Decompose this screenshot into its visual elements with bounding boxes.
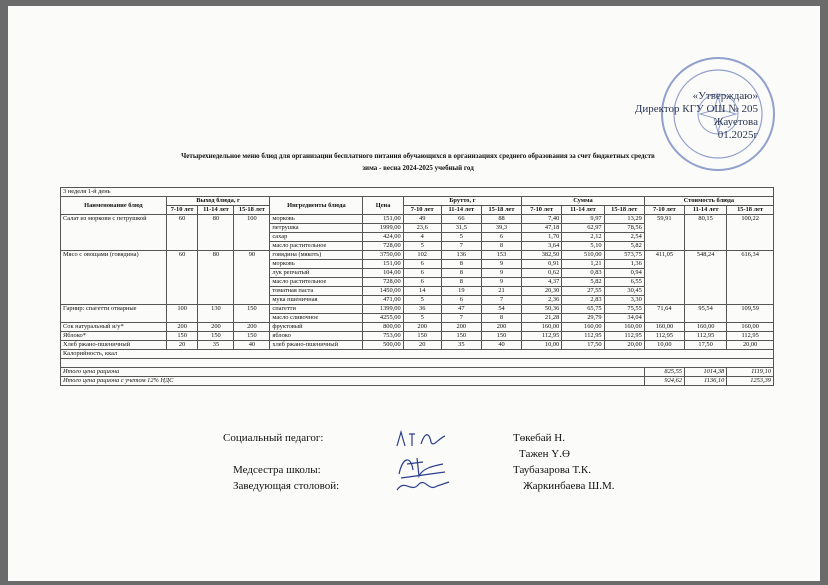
- age-header: 11-14 лет: [441, 206, 481, 215]
- total-label: Итого цена рациона: [61, 368, 645, 377]
- brutto-value: 8: [441, 278, 481, 287]
- total-row: [61, 368, 774, 377]
- signature-name: Төкебай Н.: [513, 432, 565, 444]
- brutto-value: 9: [481, 260, 521, 269]
- dish-cost: 59,91: [644, 215, 684, 251]
- dish-output: 150: [166, 332, 198, 341]
- sum-value: 160,00: [604, 323, 644, 332]
- ingredient-name: говядина (мякоть): [270, 251, 363, 260]
- sum-value: 3,30: [604, 296, 644, 305]
- brutto-value: 102: [403, 251, 441, 260]
- dish-output: 60: [166, 251, 198, 305]
- brutto-value: 153: [481, 251, 521, 260]
- age-header: 7-10 лет: [403, 206, 441, 215]
- brutto-value: 36: [403, 305, 441, 314]
- dish-output: 200: [166, 323, 198, 332]
- signature-role: Медсестра школы:: [233, 464, 321, 476]
- dish-cost: 17,50: [684, 341, 726, 350]
- age-header: 11-14 лет: [684, 206, 726, 215]
- ingredient-price: 424,00: [363, 233, 403, 242]
- week-row: [61, 188, 774, 197]
- dish-cost: 160,00: [644, 323, 684, 332]
- dish-output: 150: [234, 332, 270, 341]
- ingredient-name: морковь: [270, 260, 363, 269]
- dish-cost: 160,00: [727, 323, 774, 332]
- dish-output: 200: [234, 323, 270, 332]
- ingredient-name: хлеб ржано-пшеничный: [270, 341, 363, 350]
- brutto-value: 150: [403, 332, 441, 341]
- spacer-row: [61, 359, 774, 368]
- sum-value: 112,95: [604, 332, 644, 341]
- dish-cost: 80,15: [684, 215, 726, 251]
- brutto-value: 21: [481, 287, 521, 296]
- ingredient-price: 151,00: [363, 215, 403, 224]
- approval-line: Жауетова: [713, 116, 758, 128]
- dish-output: 80: [198, 251, 234, 305]
- sum-value: 1,36: [604, 260, 644, 269]
- ingredient-price: 151,00: [363, 260, 403, 269]
- dish-name: Салат из моркови с петрушкой: [61, 215, 167, 251]
- sum-value: 160,00: [562, 323, 604, 332]
- header-cost: Стоимость блюда: [644, 197, 773, 206]
- sum-value: 2,54: [604, 233, 644, 242]
- sum-value: 1,21: [562, 260, 604, 269]
- dish-cost: 95,54: [684, 305, 726, 323]
- sum-value: 5,10: [562, 242, 604, 251]
- header-ingredients: Ингредиенты блюда: [270, 197, 363, 215]
- sum-value: 34,04: [604, 314, 644, 323]
- title-line-2: зима - весна 2024-2025 учебный год: [362, 164, 474, 172]
- dish-name: Сок натуральный и/у*: [61, 323, 167, 332]
- brutto-value: 14: [403, 287, 441, 296]
- brutto-value: 19: [441, 287, 481, 296]
- total-value: 1014,38: [684, 368, 726, 377]
- age-header: 7-10 лет: [644, 206, 684, 215]
- header-output: Выход блюда, г: [166, 197, 270, 206]
- table-row: [61, 323, 774, 332]
- ingredient-name: масло растительное: [270, 242, 363, 251]
- dish-cost: 109,59: [727, 305, 774, 323]
- brutto-value: 54: [481, 305, 521, 314]
- ingredient-price: 728,00: [363, 242, 403, 251]
- dish-cost: 160,00: [684, 323, 726, 332]
- table-row: [61, 341, 774, 350]
- brutto-value: 47: [441, 305, 481, 314]
- dish-output: 200: [198, 323, 234, 332]
- dish-cost: 10,00: [644, 341, 684, 350]
- dish-output: 90: [234, 251, 270, 305]
- ingredient-name: яблоко: [270, 332, 363, 341]
- sum-value: 0,94: [604, 269, 644, 278]
- ingredient-name: фруктовый: [270, 323, 363, 332]
- brutto-value: 6: [403, 269, 441, 278]
- sum-value: 382,50: [522, 251, 562, 260]
- age-header: 11-14 лет: [562, 206, 604, 215]
- ingredient-name: томатная паста: [270, 287, 363, 296]
- ingredient-name: масло сливочное: [270, 314, 363, 323]
- signature-row: [223, 432, 693, 448]
- sum-value: 3,64: [522, 242, 562, 251]
- brutto-value: 40: [481, 341, 521, 350]
- dish-cost: 112,95: [727, 332, 774, 341]
- ingredient-price: 1399,00: [363, 305, 403, 314]
- ingredient-price: 1450,00: [363, 287, 403, 296]
- dish-output: 150: [234, 305, 270, 323]
- total-value: 1253,39: [727, 377, 774, 386]
- approval-line: Директор КГУ ОШ № 205: [634, 103, 758, 115]
- total-value: 1136,10: [684, 377, 726, 386]
- brutto-value: 6: [441, 296, 481, 305]
- signature-row: [223, 480, 693, 496]
- total-label: Итого цена рациона с учетом 12% НДС: [61, 377, 645, 386]
- header-brutto: Брутто, г: [403, 197, 521, 206]
- total-value: 825,55: [644, 368, 684, 377]
- age-header: 15-18 лет: [481, 206, 521, 215]
- approval-line: «Утверждаю»: [692, 90, 758, 102]
- document-title: [158, 150, 678, 174]
- dish-name: Хлеб ржано-пшеничный: [61, 341, 167, 350]
- sum-value: 5,82: [562, 278, 604, 287]
- sum-value: 2,36: [522, 296, 562, 305]
- dish-cost: 616,34: [727, 251, 774, 305]
- ingredient-name: масло растительное: [270, 278, 363, 287]
- header-age-row: [61, 206, 774, 215]
- handwritten-signature: [393, 428, 453, 450]
- signature-name: Тажен Ү.Ө: [519, 448, 570, 460]
- brutto-value: 200: [441, 323, 481, 332]
- dish-cost: 411,05: [644, 251, 684, 305]
- ingredient-name: мука пшеничная: [270, 296, 363, 305]
- brutto-value: 8: [481, 242, 521, 251]
- menu-table: [60, 187, 774, 386]
- sum-value: 50,36: [522, 305, 562, 314]
- dish-output: 20: [166, 341, 198, 350]
- dish-name: Яблоко*: [61, 332, 167, 341]
- sum-value: 9,97: [562, 215, 604, 224]
- total-vat-row: [61, 377, 774, 386]
- sum-value: 20,00: [604, 341, 644, 350]
- handwritten-signature: [393, 476, 453, 496]
- signature-row: [223, 464, 693, 480]
- brutto-value: 20: [403, 341, 441, 350]
- age-header: 7-10 лет: [522, 206, 562, 215]
- age-header: 7-10 лет: [166, 206, 198, 215]
- approval-block: [598, 90, 758, 142]
- sum-value: 20,30: [522, 287, 562, 296]
- brutto-value: 49: [403, 215, 441, 224]
- dish-cost: 548,24: [684, 251, 726, 305]
- brutto-value: 23,6: [403, 224, 441, 233]
- brutto-value: 7: [441, 242, 481, 251]
- brutto-value: 6: [403, 260, 441, 269]
- sum-value: 0,62: [522, 269, 562, 278]
- dish-cost: 112,95: [684, 332, 726, 341]
- brutto-value: 8: [441, 260, 481, 269]
- header-dish: Наименование блюд: [61, 197, 167, 215]
- sum-value: 30,45: [604, 287, 644, 296]
- sum-value: 4,37: [522, 278, 562, 287]
- header-sum: Сумма: [522, 197, 645, 206]
- sum-value: 2,83: [562, 296, 604, 305]
- dish-output: 40: [234, 341, 270, 350]
- brutto-value: 4: [403, 233, 441, 242]
- sum-value: 5,82: [604, 242, 644, 251]
- document-page: [8, 6, 820, 581]
- brutto-value: 200: [481, 323, 521, 332]
- dish-output: 130: [198, 305, 234, 323]
- ingredient-price: 1999,00: [363, 224, 403, 233]
- sum-value: 0,91: [522, 260, 562, 269]
- age-header: 11-14 лет: [198, 206, 234, 215]
- age-header: 15-18 лет: [234, 206, 270, 215]
- sum-value: 0,83: [562, 269, 604, 278]
- ingredient-name: спагетти: [270, 305, 363, 314]
- brutto-value: 200: [403, 323, 441, 332]
- ingredient-price: 728,00: [363, 278, 403, 287]
- brutto-value: 8: [441, 269, 481, 278]
- sum-value: 29,79: [562, 314, 604, 323]
- ingredient-price: 4255,00: [363, 314, 403, 323]
- brutto-value: 5: [403, 314, 441, 323]
- brutto-value: 9: [481, 269, 521, 278]
- sum-value: 65,75: [562, 305, 604, 314]
- table-row: [61, 251, 774, 260]
- brutto-value: 66: [441, 215, 481, 224]
- brutto-value: 150: [441, 332, 481, 341]
- sum-value: 112,95: [562, 332, 604, 341]
- sum-value: 78,56: [604, 224, 644, 233]
- header-row: [61, 197, 774, 206]
- signature-role: Заведующая столовой:: [233, 480, 340, 492]
- ingredient-price: 3750,00: [363, 251, 403, 260]
- dish-name: Гарнир: спагетти отварные: [61, 305, 167, 323]
- sum-value: 27,55: [562, 287, 604, 296]
- brutto-value: 39,3: [481, 224, 521, 233]
- sum-value: 10,00: [522, 341, 562, 350]
- ingredient-name: сахар: [270, 233, 363, 242]
- signature-name: Жаркинбаева Ш.М.: [523, 480, 615, 492]
- signatures-block: [223, 432, 693, 496]
- sum-value: 160,00: [522, 323, 562, 332]
- sum-value: 13,29: [604, 215, 644, 224]
- signature-name: Таубазарова Т.К.: [513, 464, 591, 476]
- age-header: 15-18 лет: [727, 206, 774, 215]
- total-value: 1119,10: [727, 368, 774, 377]
- ingredient-price: 471,00: [363, 296, 403, 305]
- brutto-value: 35: [441, 341, 481, 350]
- signature-row: [223, 448, 693, 464]
- dish-output: 100: [234, 215, 270, 251]
- brutto-value: 9: [481, 278, 521, 287]
- dish-output: 60: [166, 215, 198, 251]
- sum-value: 112,95: [522, 332, 562, 341]
- calories-row: [61, 350, 774, 359]
- sum-value: 2,12: [562, 233, 604, 242]
- ingredient-price: 800,00: [363, 323, 403, 332]
- calories-label: Калорийность, ккал: [61, 350, 774, 359]
- dish-output: 35: [198, 341, 234, 350]
- sum-value: 62,97: [562, 224, 604, 233]
- dish-cost: 20,00: [727, 341, 774, 350]
- approval-line: 01.2025г: [717, 129, 758, 141]
- sum-value: 1,70: [522, 233, 562, 242]
- table-row: [61, 215, 774, 224]
- ingredient-price: 753,00: [363, 332, 403, 341]
- dish-cost: 100,22: [727, 215, 774, 251]
- dish-output: 100: [166, 305, 198, 323]
- sum-value: 510,00: [562, 251, 604, 260]
- sum-value: 573,75: [604, 251, 644, 260]
- spacer-cell: [61, 359, 774, 368]
- total-value: 924,62: [644, 377, 684, 386]
- brutto-value: 5: [403, 296, 441, 305]
- brutto-value: 7: [441, 314, 481, 323]
- sum-value: 7,40: [522, 215, 562, 224]
- brutto-value: 150: [481, 332, 521, 341]
- brutto-value: 88: [481, 215, 521, 224]
- signature-role: Социальный педагог:: [223, 432, 324, 444]
- sum-value: 47,18: [522, 224, 562, 233]
- table-row: [61, 305, 774, 314]
- brutto-value: 5: [441, 233, 481, 242]
- ingredient-name: петрушка: [270, 224, 363, 233]
- sum-value: 21,28: [522, 314, 562, 323]
- week-label: 3 неделя 1-й день: [61, 188, 774, 197]
- sum-value: 75,55: [604, 305, 644, 314]
- brutto-value: 6: [403, 278, 441, 287]
- sum-value: 6,55: [604, 278, 644, 287]
- brutto-value: 136: [441, 251, 481, 260]
- brutto-value: 5: [403, 242, 441, 251]
- sum-value: 17,50: [562, 341, 604, 350]
- dish-cost: 112,95: [644, 332, 684, 341]
- brutto-value: 7: [481, 296, 521, 305]
- brutto-value: 6: [481, 233, 521, 242]
- dish-output: 80: [198, 215, 234, 251]
- dish-cost: 71,64: [644, 305, 684, 323]
- age-header: 15-18 лет: [604, 206, 644, 215]
- brutto-value: 31,5: [441, 224, 481, 233]
- table-row: [61, 332, 774, 341]
- ingredient-name: лук репчатый: [270, 269, 363, 278]
- ingredient-price: 104,00: [363, 269, 403, 278]
- ingredient-name: морковь: [270, 215, 363, 224]
- dish-name: Мясо с овощами (говядина): [61, 251, 167, 305]
- ingredient-price: 500,00: [363, 341, 403, 350]
- header-price: Цена: [363, 197, 403, 215]
- brutto-value: 8: [481, 314, 521, 323]
- title-line-1: Четырехнедельное меню блюд для организации бесплатного питания обучающихся в организациях среднего образования за счет бюджетных средств: [181, 152, 655, 160]
- dish-output: 150: [198, 332, 234, 341]
